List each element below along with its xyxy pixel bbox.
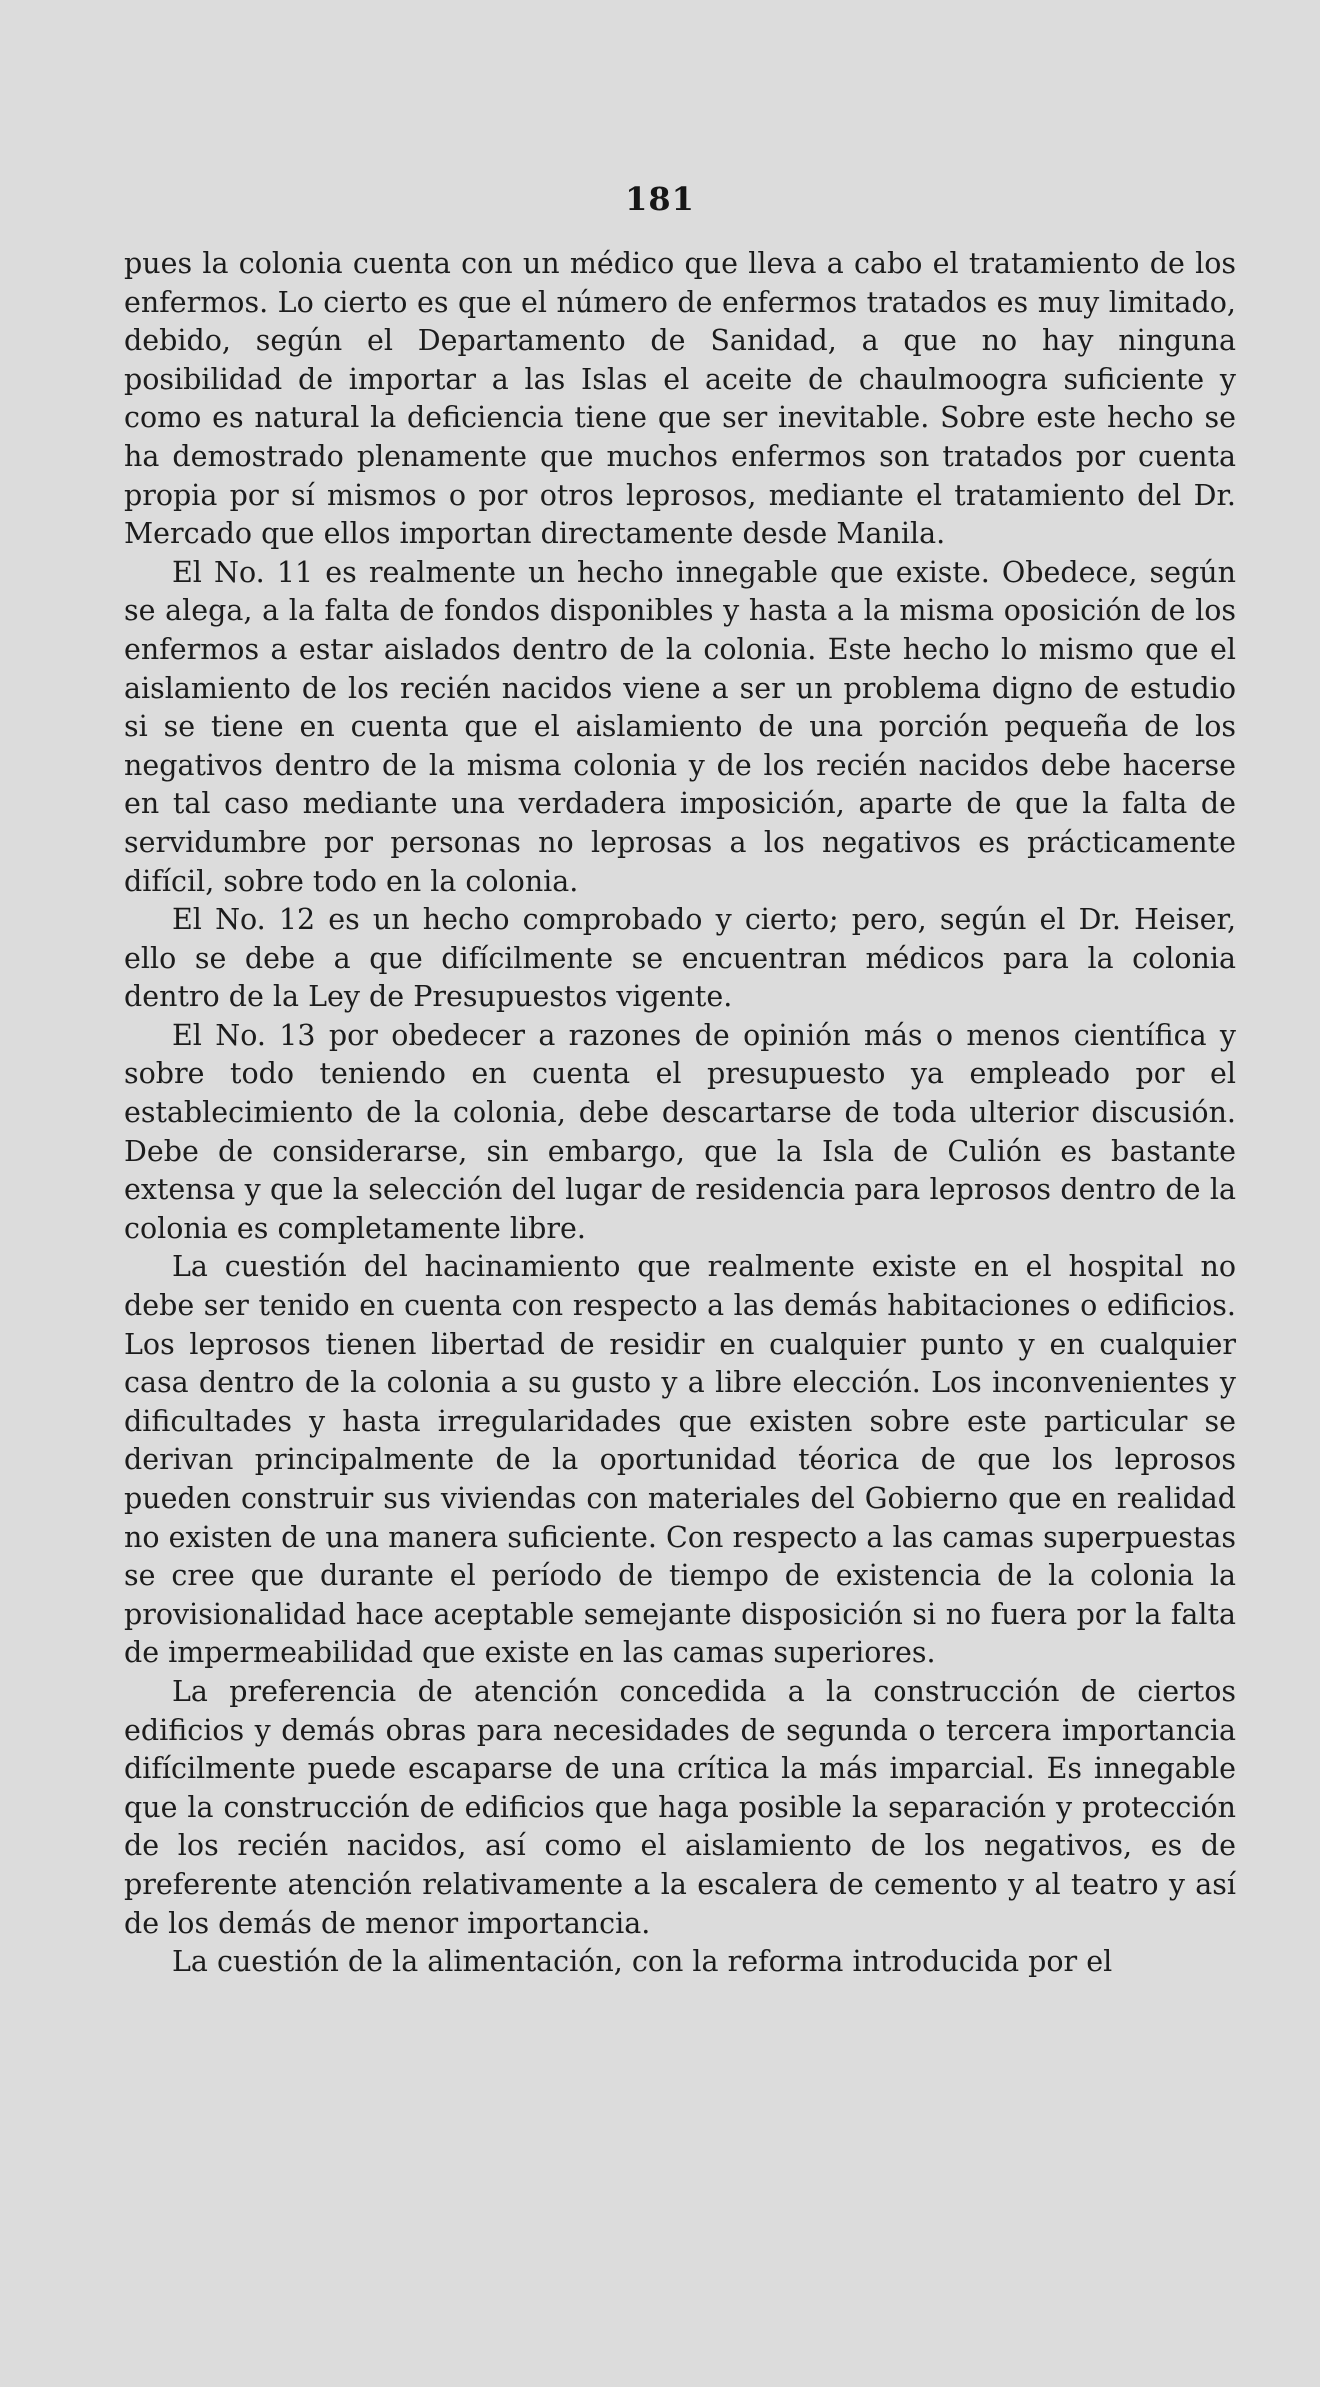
paragraph: El No. 12 es un hecho comprobado y cierto; pero, según el Dr. Heiser, ello se debe a que difícilmente se encuentran médicos para la colonia dentro de la Ley de Presupuestos vigente. — [124, 903, 1236, 1014]
paragraph: El No. 11 es realmente un hecho innegable que existe. Obedece, según se alega, a la falta de fondos disponibles y hasta a la misma oposición de los enfermos a estar aislados dentro de la colonia. Este hecho lo mismo que el aislamiento de los recién nacidos viene a ser un problema digno de estudio si se tiene en cuenta que el aislamiento de una porción pequeña de los negativos dentro de la misma colonia y de los recién nacidos debe hacerse en tal caso mediante una verdadera imposición, aparte de que la falta de servidumbre por personas no leprosas a los negativos es prácticamente difícil, sobre todo en la colonia. — [124, 555, 1236, 898]
paragraph: El No. 13 por obedecer a razones de opinión más o menos científica y sobre todo teniendo en cuenta el presupuesto ya empleado por el establecimiento de la colonia, debe descartarse de toda ulterior discusión. Debe de considerarse, sin embargo, que la Isla de Culión es bastante extensa y que la selección del lugar de residencia para leprosos dentro de la colonia es completamente libre. — [124, 1018, 1236, 1245]
paragraph: La cuestión de la alimentación, con la reforma introducida por el — [172, 1945, 1113, 1979]
paragraph: pues la colonia cuenta con un médico que lleva a cabo el tratamiento de los enfermos. Lo cierto es que el número de enfermos tratados es muy limitado, debido, según el Departamento de Sanidad, a que no hay ninguna posibilidad de importar a las Islas el aceite de chaulmoogra suficiente y como es natural la deficiencia tiene que ser inevitable. Sobre este hecho se ha demostrado plenamente que muchos enfermos son tratados por cuenta propia por sí mismos o por otros leprosos, mediante el tratamiento del Dr. Mercado que ellos importan directamente desde Manila. — [124, 247, 1236, 551]
paragraph: La cuestión del hacinamiento que realmente existe en el hospital no debe ser tenido en cuenta con respecto a las demás habitaciones o edificios. Los leprosos tienen libertad de residir en cualquier punto y en cualquier casa dentro de la colonia a su gusto y a libre elección. Los inconvenientes y dificultades y hasta irregularidades que existen sobre este particular se derivan principalmente de la oportunidad téorica de que los leprosos pueden construir sus viviendas con materiales del Gobierno que en realidad no existen de una manera suficiente. Con respecto a las camas superpuestas se cree que durante el período de tiempo de existencia de la colonia la provisionalidad hace aceptable semejante disposición si no fuera por la falta de impermeabilidad que existe en las camas superiores. — [124, 1250, 1236, 1670]
paragraph: La preferencia de atención concedida a la construcción de ciertos edificios y demás obras para necesidades de segunda o tercera importancia difícilmente puede escaparse de una crítica la más imparcial. Es innegable que la construcción de edificios que haga posible la separación y protección de los recién nacidos, así como el aislamiento de los negativos, es de preferente atención relativamente a la escalera de cemento y al teatro y así de los demás de menor importancia. — [124, 1674, 1236, 1940]
body-text — [124, 245, 1236, 1982]
page-number: 181 — [625, 180, 695, 218]
